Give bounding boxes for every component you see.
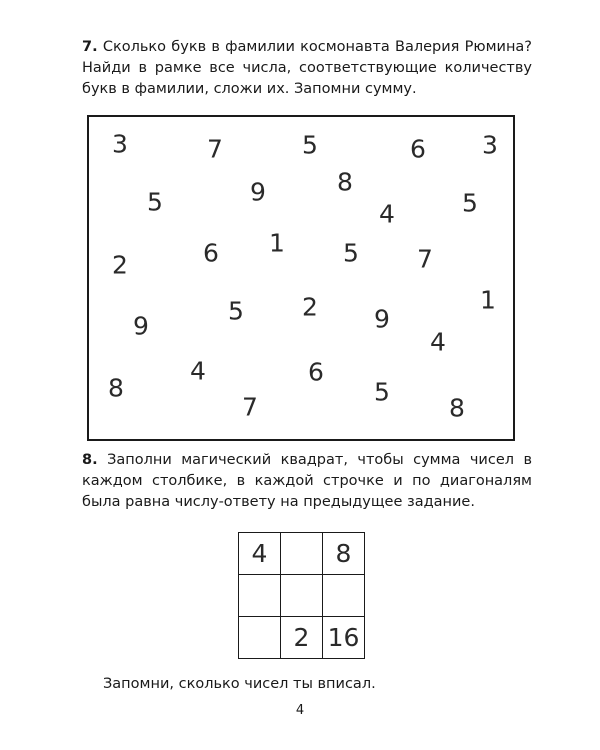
task-7-text: Сколько букв в фамилии космонавта Валерия Рюмина? Найди в рамке все числа, соответствующие количеству букв в фамилии, сложи их. Запомни сумму. bbox=[82, 39, 533, 97]
frame-digit: 5 bbox=[147, 187, 163, 217]
frame-digit: 3 bbox=[482, 130, 498, 160]
frame-digit: 5 bbox=[228, 296, 244, 326]
frame-digit: 5 bbox=[462, 188, 478, 218]
magic-cell[interactable]: 8 bbox=[323, 533, 365, 575]
frame-digit: 5 bbox=[302, 130, 318, 160]
frame-digit: 4 bbox=[430, 327, 446, 357]
frame-digit: 8 bbox=[337, 167, 353, 197]
task-7 bbox=[82, 37, 532, 100]
frame-digit: 7 bbox=[207, 134, 223, 164]
magic-square-row bbox=[239, 533, 365, 575]
task-7-number: 7. bbox=[82, 39, 98, 55]
frame-digit: 7 bbox=[242, 392, 258, 422]
magic-cell[interactable]: 16 bbox=[323, 617, 365, 659]
frame-digit: 4 bbox=[379, 199, 395, 229]
task-8-number: 8. bbox=[82, 452, 98, 468]
magic-square bbox=[238, 532, 365, 659]
magic-cell[interactable]: 2 bbox=[281, 617, 323, 659]
frame-digit: 8 bbox=[108, 373, 124, 403]
frame-digit: 6 bbox=[308, 357, 324, 387]
frame-digit: 4 bbox=[190, 356, 206, 386]
frame-digit: 2 bbox=[302, 292, 318, 322]
frame-digit: 5 bbox=[343, 238, 359, 268]
frame-digit: 1 bbox=[480, 285, 496, 315]
frame-digit: 6 bbox=[410, 134, 426, 164]
task-8 bbox=[82, 450, 532, 513]
frame-digit: 9 bbox=[250, 177, 266, 207]
task-8-text: Заполни магический квадрат, чтобы сумма чисел в каждом столбике, в каждой строчке и по диагоналям была равна числу-ответу на предыдущее задание. bbox=[82, 452, 532, 510]
magic-cell[interactable] bbox=[239, 617, 281, 659]
frame-digit: 9 bbox=[374, 304, 390, 334]
number-frame bbox=[87, 115, 515, 441]
magic-cell[interactable] bbox=[281, 575, 323, 617]
frame-digit: 9 bbox=[133, 311, 149, 341]
magic-square-row bbox=[239, 575, 365, 617]
frame-digit: 2 bbox=[112, 250, 128, 280]
magic-cell[interactable]: 4 bbox=[239, 533, 281, 575]
frame-digit: 7 bbox=[417, 244, 433, 274]
page-number: 4 bbox=[295, 703, 305, 718]
frame-digit: 1 bbox=[269, 228, 285, 258]
frame-digit: 5 bbox=[374, 377, 390, 407]
footer-note: Запомни, сколько чисел ты вписал. bbox=[103, 676, 376, 692]
magic-cell[interactable] bbox=[281, 533, 323, 575]
magic-cell[interactable] bbox=[239, 575, 281, 617]
frame-digit: 3 bbox=[112, 129, 128, 159]
magic-cell[interactable] bbox=[323, 575, 365, 617]
frame-digit: 8 bbox=[449, 393, 465, 423]
magic-square-row bbox=[239, 617, 365, 659]
frame-digit: 6 bbox=[203, 238, 219, 268]
